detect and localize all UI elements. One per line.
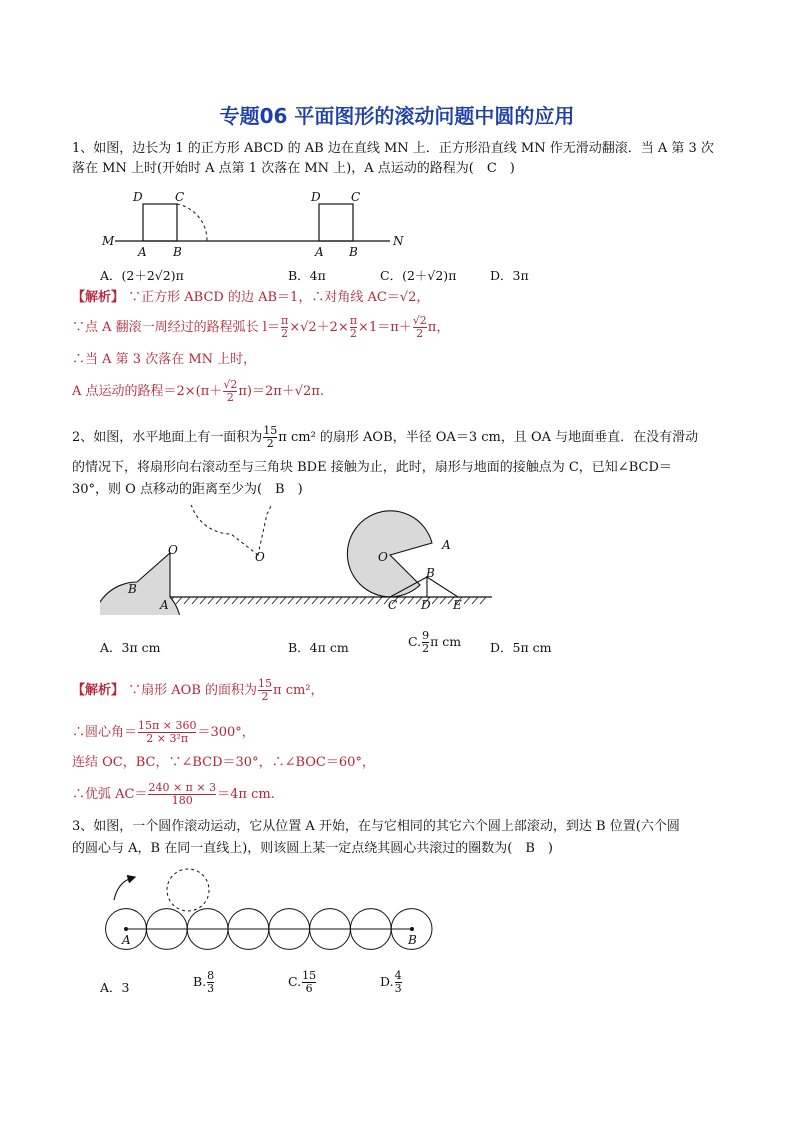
- ground-hatch: [408, 597, 414, 604]
- ground-hatch: [256, 597, 262, 604]
- ground-hatch: [264, 597, 270, 604]
- ground-hatch: [304, 597, 310, 604]
- ground-hatch: [184, 597, 190, 604]
- q1-solution-line1: ∵正方形 ABCD 的边 AB＝1，∴对角线 AC＝√2，: [128, 290, 430, 305]
- fraction: $\frac{4}{3}$: [394, 969, 402, 995]
- page-title: 专题06 平面图形的滚动问题中圆的应用: [219, 104, 575, 128]
- ground-hatch: [360, 597, 366, 604]
- ground-hatch: [312, 597, 318, 604]
- ground-hatch: [336, 597, 342, 604]
- ground-hatch: [200, 597, 206, 604]
- q2-label: B: [128, 582, 137, 596]
- q3-option-b: B. $\frac{8}{3}$: [193, 969, 215, 995]
- fraction: $\frac{15}{6}$: [302, 969, 317, 995]
- q1-solution-tag: 【解析】: [72, 290, 125, 305]
- ground-hatch: [328, 597, 334, 604]
- q2-stem-line2: 的情况下，将扇形向右滚动至与三角块 BDE 接触为止，此时，扇形与地面的接触点为 C，已知∠BCD＝: [72, 460, 672, 475]
- fraction: $\frac{9}{2}$: [422, 629, 430, 655]
- q3-label: B: [408, 933, 417, 947]
- q1-label: D: [311, 190, 321, 204]
- ground-hatch: [192, 597, 198, 604]
- q1-label: B: [173, 245, 182, 256]
- q3-rotation-arrow: [114, 878, 132, 900]
- q2-solution-line1: 【解析】 ∵扇形 AOB 的面积为 $\frac{15}{2}$ π cm²，: [72, 677, 324, 703]
- q2-solution-line3: 连结 OC，BC，∵∠BCD＝30°，∴∠BOC＝60°，: [72, 755, 375, 770]
- q3-option-a: A．3: [100, 980, 130, 995]
- q3-option-d: D. $\frac{4}{3}$: [380, 969, 402, 995]
- q3-option-c: C. $\frac{15}{6}$: [288, 969, 317, 995]
- ground-hatch: [288, 597, 294, 604]
- fraction: $\frac{\pi}{2}$: [280, 314, 289, 340]
- ground-hatch: [352, 597, 358, 604]
- fraction: $\frac{8}{3}$: [207, 969, 215, 995]
- q1-label: N: [393, 234, 404, 248]
- q3-stem-line2: 的圆心与 A，B 在同一直线上)，则该圆上某一定点绕其圆心共滚过的圈数为( B ): [72, 841, 553, 856]
- q1-square-right: [319, 204, 353, 241]
- q2-label: O: [378, 550, 388, 564]
- q1-dashed-arc: [177, 204, 207, 241]
- ground-hatch: [400, 597, 406, 604]
- q2-label: D: [421, 598, 431, 612]
- q1-label: A: [138, 245, 147, 256]
- q2-figure: [100, 505, 510, 615]
- ground-hatch: [376, 597, 382, 604]
- ground-hatch: [344, 597, 350, 604]
- fraction: $\frac{√2}{2}$: [412, 314, 427, 340]
- q1-label: A: [315, 245, 324, 256]
- fraction: $\frac{√2}{2}$: [223, 378, 238, 404]
- q2-stem-line1: 2、如图，水平地面上有一面积为 $\frac{15}{2}$ π cm² 的扇形 AOB，半径 OA＝3 cm，且 OA 与地面垂直．在没有滑动: [72, 424, 699, 450]
- ground-hatch: [464, 597, 470, 604]
- fraction: $\frac{240 \times \pi \times 3}{180}$: [148, 781, 217, 807]
- ground-hatch: [176, 597, 182, 604]
- q1-square-left: [143, 204, 177, 241]
- q1-option-a: A．(2＋2√2)π: [100, 268, 184, 283]
- q2-label: O: [255, 550, 265, 564]
- q3-figure: [100, 862, 440, 952]
- ground-hatch: [296, 597, 302, 604]
- q3-center-b: [410, 927, 414, 931]
- ground-hatch: [280, 597, 286, 604]
- q2-label: A: [442, 538, 451, 552]
- q1-solution-line2: ∵点 A 翻滚一周经过的路程弧长 l＝ $\frac{\pi}{2}$ ×√2＋2× $\frac{\pi}{2}$ ×1＝π＋ $\frac{√2}{2}$ π，: [72, 314, 450, 340]
- q2-sector-left: [100, 553, 181, 615]
- ground-hatch: [432, 597, 438, 604]
- ground-hatch: [208, 597, 214, 604]
- q1-label: B: [349, 245, 358, 256]
- ground-hatch: [272, 597, 278, 604]
- fraction: $\frac{15}{2}$: [258, 677, 273, 703]
- q3-center-a: [124, 927, 128, 931]
- q2-label: C: [388, 598, 398, 612]
- q1-stem-line1: 1、如图，边长为 1 的正方形 ABCD 的 AB 边在直线 MN 上．正方形沿直线 MN 作无滑动翻滚．当 A 第 3 次: [72, 141, 714, 156]
- q1-option-c: C．(2＋√2)π: [380, 268, 457, 283]
- q1-option-b: B．4π: [288, 268, 326, 283]
- q2-option-a: A．3π cm: [100, 640, 161, 655]
- ground-hatch: [216, 597, 222, 604]
- q1-figure: [95, 186, 425, 256]
- q2-solution-line4: ∴优弧 AC＝ $\frac{240 \times \pi \times 3}{180}$ ＝4π cm.: [72, 781, 275, 807]
- q2-label: O: [168, 543, 178, 557]
- ground-hatch: [440, 597, 446, 604]
- q1-solution-line3: ∴当 A 第 3 次落在 MN 上时，: [72, 352, 257, 367]
- ground-hatch: [480, 597, 486, 604]
- q2-sector-dashed: [189, 505, 273, 555]
- q2-stem-line3: 30°，则 O 点移动的距离至少为( B ): [72, 482, 303, 497]
- q2-option-d: D．5π cm: [490, 640, 552, 655]
- q2-option-b: B．4π cm: [288, 640, 349, 655]
- ground-hatch: [240, 597, 246, 604]
- fraction: $\frac{\pi}{2}$: [349, 314, 358, 340]
- q2-solution-line2: ∴圆心角＝ $\frac{15\pi \times 360}{\text{2 × 3²π}}$ ＝300°，: [72, 719, 255, 745]
- fraction: $\frac{15}{2}$: [263, 424, 278, 450]
- ground-hatch: [224, 597, 230, 604]
- q1-option-d: D．3π: [490, 268, 529, 283]
- q3-dashed-circle: [167, 869, 209, 911]
- q2-triangle-bde: [427, 577, 458, 597]
- q3-stem-line1: 3、如图，一个圆作滚动运动，它从位置 A 开始，在与它相同的其它六个圆上部滚动，到达 B 位置(六个圆: [72, 819, 680, 834]
- q2-label: E: [453, 598, 462, 612]
- fraction: $\frac{15\pi \times 360}{\text{2 × 3²π}}$: [138, 719, 197, 745]
- q1-label: M: [102, 234, 115, 248]
- q2-solution-tag: 【解析】: [72, 683, 125, 698]
- q1-label: C: [175, 190, 185, 204]
- q1-label: C: [351, 190, 361, 204]
- ground-hatch: [232, 597, 238, 604]
- ground-hatch: [248, 597, 254, 604]
- q2-label: B: [426, 566, 435, 580]
- q3-label: A: [122, 933, 131, 947]
- q2-sector-right: [347, 511, 432, 597]
- q1-solution-line4: A 点运动的路程＝2×(π＋ $\frac{√2}{2}$ π)＝2π＋√2π.: [72, 378, 324, 404]
- ground-hatch: [320, 597, 326, 604]
- q1-stem-line2: 落在 MN 上时(开始时 A 点第 1 次落在 MN 上)，A 点运动的路程为( C ): [72, 161, 515, 176]
- q1-label: D: [133, 190, 143, 204]
- ground-hatch: [368, 597, 374, 604]
- q2-label: A: [160, 598, 169, 612]
- q2-option-c: C. $\frac{9}{2}$ π cm: [408, 629, 462, 655]
- ground-hatch: [472, 597, 478, 604]
